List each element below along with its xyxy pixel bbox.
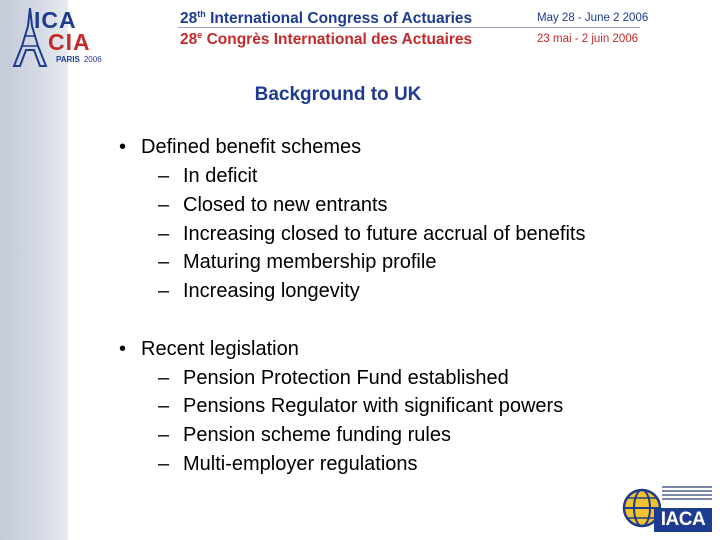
logo-year: 2006: [83, 55, 102, 64]
sub-bullet-item: – Pensions Regulator with significant powers: [158, 395, 564, 417]
iaca-text: IACA: [654, 508, 712, 532]
dash-icon: –: [158, 165, 170, 187]
iaca-logo: [622, 484, 714, 536]
bullet-dot-icon: •: [119, 338, 127, 360]
sub-bullet-item: – In deficit: [158, 165, 258, 187]
sub-bullet-item: – Increasing closed to future accrual of benefits: [158, 223, 586, 245]
congress-title-fr: 28e Congrès International des Actuaires: [180, 30, 473, 49]
sub-bullet-item: – Pension Protection Fund established: [158, 367, 509, 389]
dash-icon: –: [158, 395, 170, 417]
slide-title: Background to UK: [254, 84, 422, 105]
congress-title-en: 28th International Congress of Actuaries: [180, 9, 473, 28]
header-divider: [178, 27, 640, 28]
logo-city: PARIS 2006: [56, 55, 102, 64]
sub-bullet-item: – Closed to new entrants: [158, 194, 388, 216]
bullet-dot-icon: •: [119, 136, 127, 158]
dash-icon: –: [158, 367, 170, 389]
sub-bullet-item: – Multi-employer regulations: [158, 453, 418, 475]
logo-cia-text: CIA: [48, 29, 91, 55]
dash-icon: –: [158, 424, 170, 446]
congress-date-fr: 23 mai - 2 juin 2006: [537, 33, 639, 45]
logo-ica-text: ICA: [34, 7, 77, 33]
dash-icon: –: [158, 453, 170, 475]
dash-icon: –: [158, 194, 170, 216]
sub-bullet-item: – Maturing membership profile: [158, 251, 437, 273]
bullet-item: • Recent legislation: [119, 338, 299, 360]
sub-bullet-item: – Pension scheme funding rules: [158, 424, 451, 446]
iaca-fine-print: [662, 486, 712, 502]
left-sidebar-band: [0, 0, 68, 540]
dash-icon: –: [158, 223, 170, 245]
congress-date-en: May 28 - June 2 2006: [537, 12, 649, 24]
sub-bullet-item: – Increasing longevity: [158, 280, 360, 302]
dash-icon: –: [158, 251, 170, 273]
bullet-item: • Defined benefit schemes: [119, 136, 362, 158]
ica-2006-logo: [10, 6, 106, 68]
dash-icon: –: [158, 280, 170, 302]
